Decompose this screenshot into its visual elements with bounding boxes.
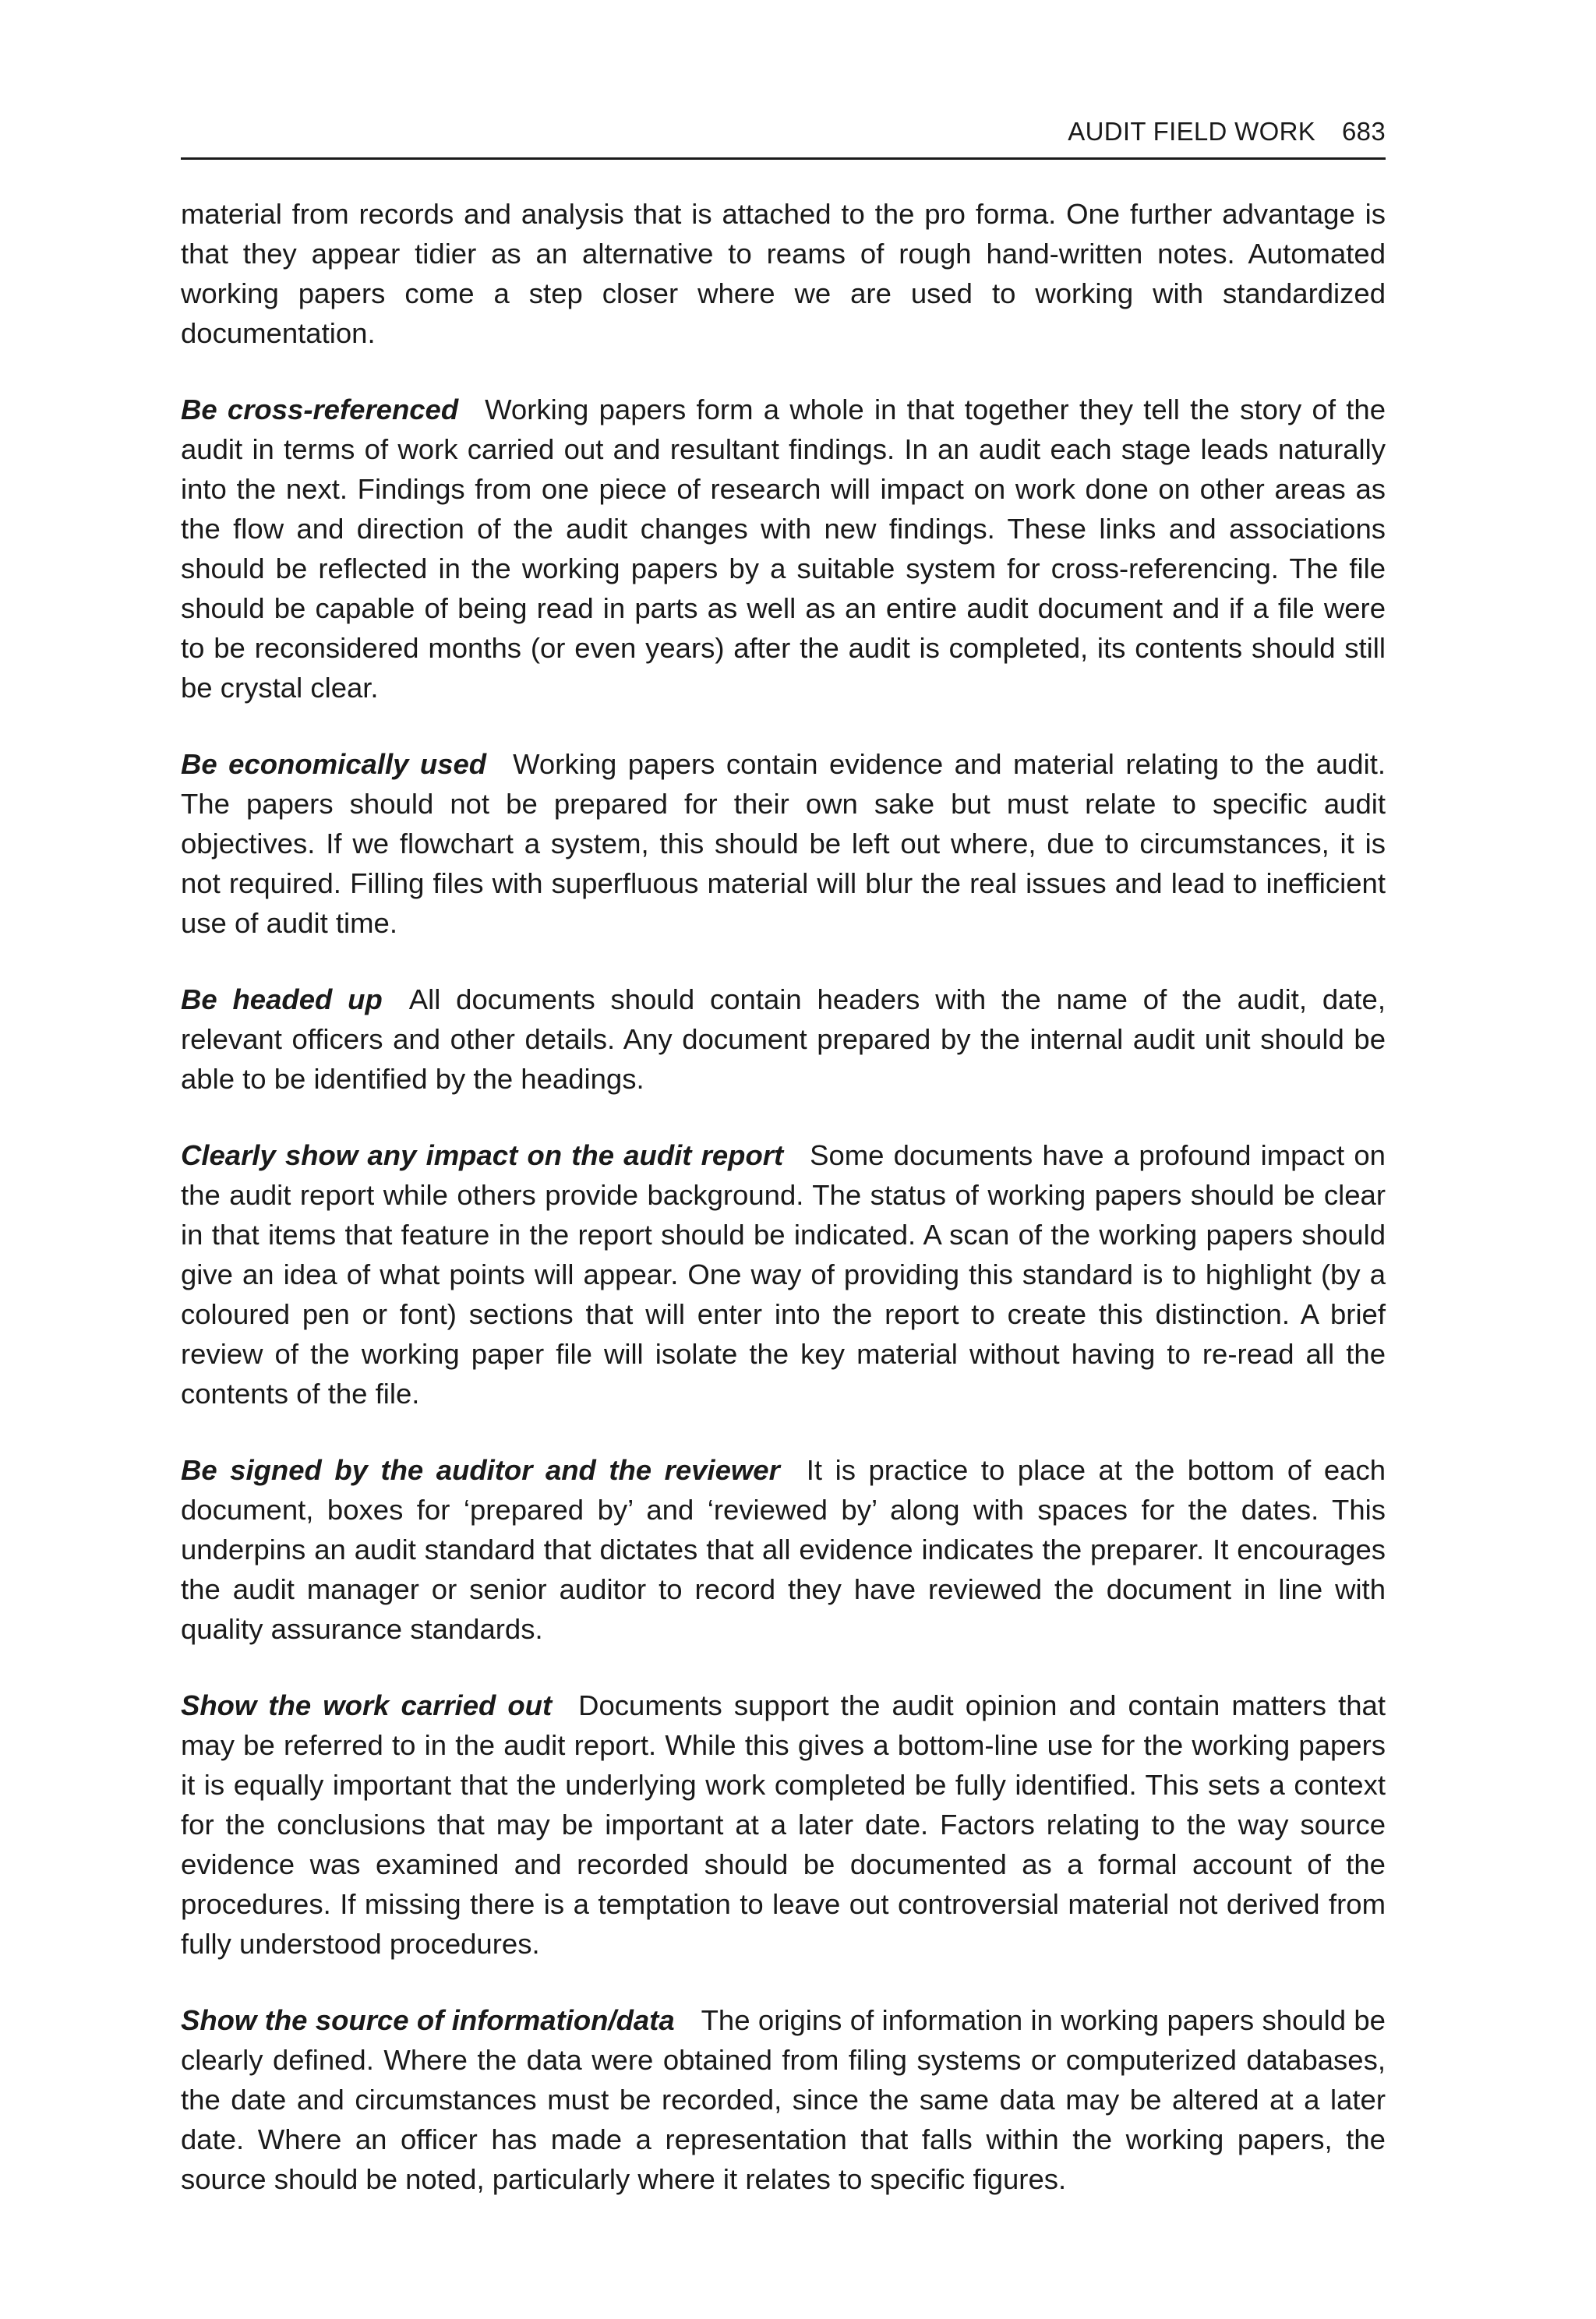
running-title: AUDIT FIELD WORK bbox=[1068, 117, 1316, 146]
section-term: Show the work carried out bbox=[181, 1689, 553, 1721]
section-paragraph bbox=[181, 2000, 1386, 2199]
section-body: Documents support the audit opinion and contain matters that may be referred to in the audit report. While this gives a bottom-line use for the working papers it is equally important that the underlying work completed be fully identified. This sets a context for the conclusions that may be important at a later date. Factors relating to the way source evidence was examined and recorded should be documented as a formal account of the procedures. If missing there is a temptation to leave out controversial material not derived from fully understood procedures. bbox=[181, 1689, 1386, 1960]
running-header bbox=[181, 117, 1386, 160]
section-paragraph bbox=[181, 1450, 1386, 1649]
section-paragraph bbox=[181, 979, 1386, 1099]
section-body: It is practice to place at the bottom of each document, boxes for ‘prepared by’ and ‘reviewed by’ along with spaces for the dates. This underpins an audit standard that dictates that all evidence indicates the preparer. It encourages the audit manager or senior auditor to record they have reviewed the document in line with quality assurance standards. bbox=[181, 1454, 1386, 1645]
section-body: The origins of information in working papers should be clearly defined. Where the data were obtained from filing systems or computerized databases, the date and circumstances must be recorded, since the same data may be altered at a later date. Where an officer has made a representation that falls within the working papers, the source should be noted, particularly where it relates to specific figures. bbox=[181, 2004, 1386, 2195]
section-body: Some documents have a profound impact on the audit report while others provide background. The status of working papers should be clear in that items that feature in the report should be indicated. A scan of the working papers should give an idea of what points will appear. One way of providing this standard is to highlight (by a coloured pen or font) sections that will enter into the report to create this distinction. A brief review of the working paper file will isolate the key material without having to re-read all the contents of the file. bbox=[181, 1139, 1386, 1410]
book-page bbox=[181, 117, 1386, 2236]
section-paragraph bbox=[181, 390, 1386, 708]
page-number: 683 bbox=[1342, 117, 1386, 146]
section-term: Clearly show any impact on the audit report bbox=[181, 1139, 784, 1171]
section-paragraph bbox=[181, 1135, 1386, 1414]
section-paragraph bbox=[181, 744, 1386, 943]
section-term: Be cross-referenced bbox=[181, 394, 459, 425]
section-body: All documents should contain headers with the name of the audit, date, relevant officers and other details. Any document prepared by the internal audit unit should be able to be identified by the headings. bbox=[181, 983, 1386, 1095]
section-term: Be signed by the auditor and the reviewer bbox=[181, 1454, 780, 1486]
section-body: Working papers form a whole in that together they tell the story of the audit in terms of work carried out and resultant findings. In an audit each stage leads naturally into the next. Findings from one piece of research will impact on work done on other areas as the flow and direction of the audit changes with new findings. These links and associations should be reflected in the working papers by a suitable system for cross-referencing. The file should be capable of being read in parts as well as an entire audit document and if a file were to be reconsidered months (or even years) after the audit is completed, its contents should still be crystal clear. bbox=[181, 394, 1386, 704]
section-body: Working papers contain evidence and material relating to the audit. The papers should not be prepared for their own sake but must relate to specific audit objectives. If we flowchart a system, this should be left out where, due to circumstances, it is not required. Filling files with superfluous material will blur the real issues and lead to inefficient use of audit time. bbox=[181, 748, 1386, 939]
intro-paragraph: material from records and analysis that is attached to the pro forma. One further advantage is that they appear tidier as an alternative to reams of rough hand-written notes. Automated working papers come a step closer where we are used to working with standardized documentation. bbox=[181, 198, 1386, 349]
section-term: Be economically used bbox=[181, 748, 487, 780]
section-paragraph bbox=[181, 1685, 1386, 1964]
section-term: Be headed up bbox=[181, 983, 383, 1015]
body-text bbox=[181, 194, 1386, 2199]
section-term: Show the source of information/data bbox=[181, 2004, 675, 2036]
